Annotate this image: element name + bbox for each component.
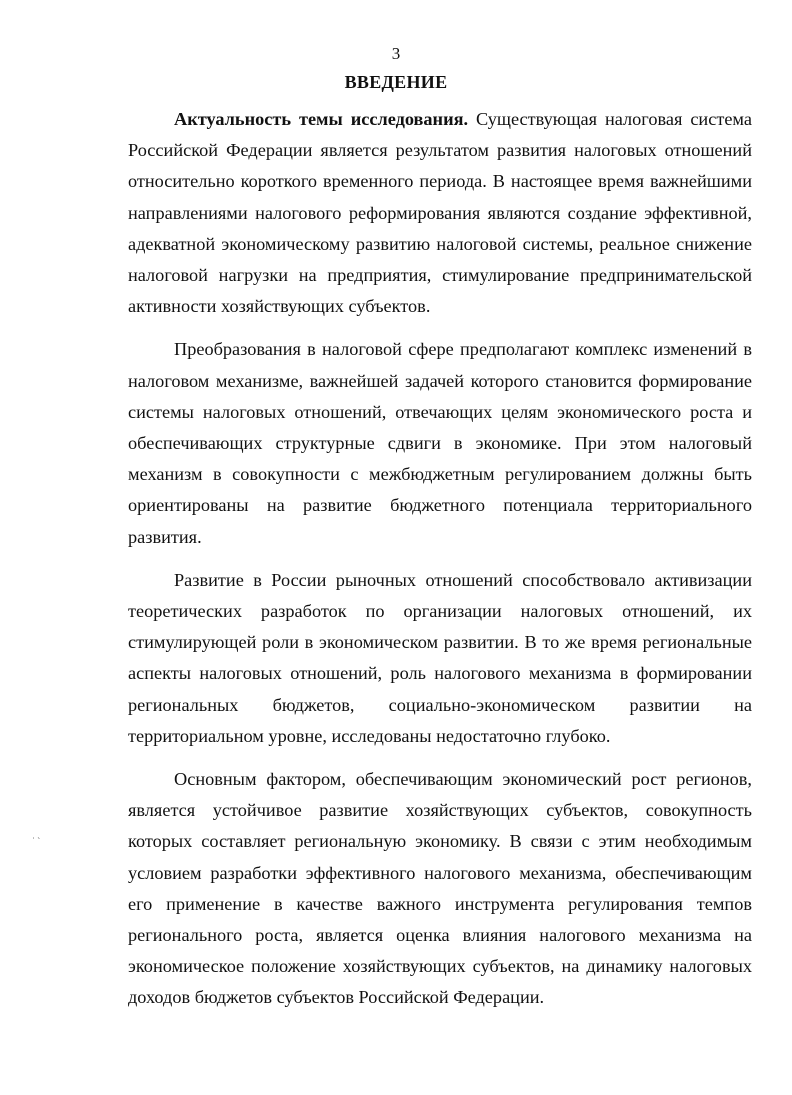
paragraph-lead: Актуальность темы исследования. — [174, 109, 469, 129]
scan-mark: ˙ ˋ — [32, 836, 41, 846]
page-number: 3 — [391, 44, 401, 63]
paragraph-market-relations: Развитие в России рыночных отношений способствовало активизации теоретических разработок по организации налоговых отношений, их стимулирующей роли в экономическом развитии. В то же время региональные аспекты налоговых отношений, роль налогового механизма в формировании региональных бюджетов, социально-экономическом развитии на территориальном уровне, исследованы недостаточно глубоко. — [128, 569, 752, 746]
paragraph-main-factor: Основным фактором, обеспечивающим экономический рост регионов, является устойчивое развитие хозяйствующих субъектов, совокупность которых составляет региональную экономику. В связи с этим необходимым условием разработки эффективного налогового механизма, обеспечивающим его применение в качестве важного инструмента регулирования темпов регионального роста, является оценка влияния налогового механизма на экономическое положение хозяйствующих субъектов, на динамику налоговых доходов бюджетов субъектов Российской Федерации. — [128, 769, 752, 1008]
paragraph-transformations: Преобразования в налоговой сфере предполагают комплекс изменений в налоговом механизме, важнейшей задачей которого становится формирование системы налоговых отношений, отвечающих целям экономического роста и обеспечивающих структурные сдвиги в экономике. При этом налоговый механизм в совокупности с межбюджетным регулированием должны быть ориентированы на развитие бюджетного потенциала территориального развития. — [128, 339, 752, 547]
body-text — [128, 104, 752, 1014]
paragraph-text: Существующая налоговая система Российской Федерации является результатом развития налоговых отношений относительно короткого временного периода. В настоящее время важнейшими направлениями налогового реформирования являются создание эффективной, адекватной экономическому развитию налоговой системы, реальное снижение налоговой нагрузки на предприятия, стимулирование предпринимательской активности хозяйствующих субъектов. — [128, 109, 752, 317]
section-heading: ВВЕДЕНИЕ — [344, 72, 448, 92]
paragraph-relevance — [128, 104, 752, 322]
